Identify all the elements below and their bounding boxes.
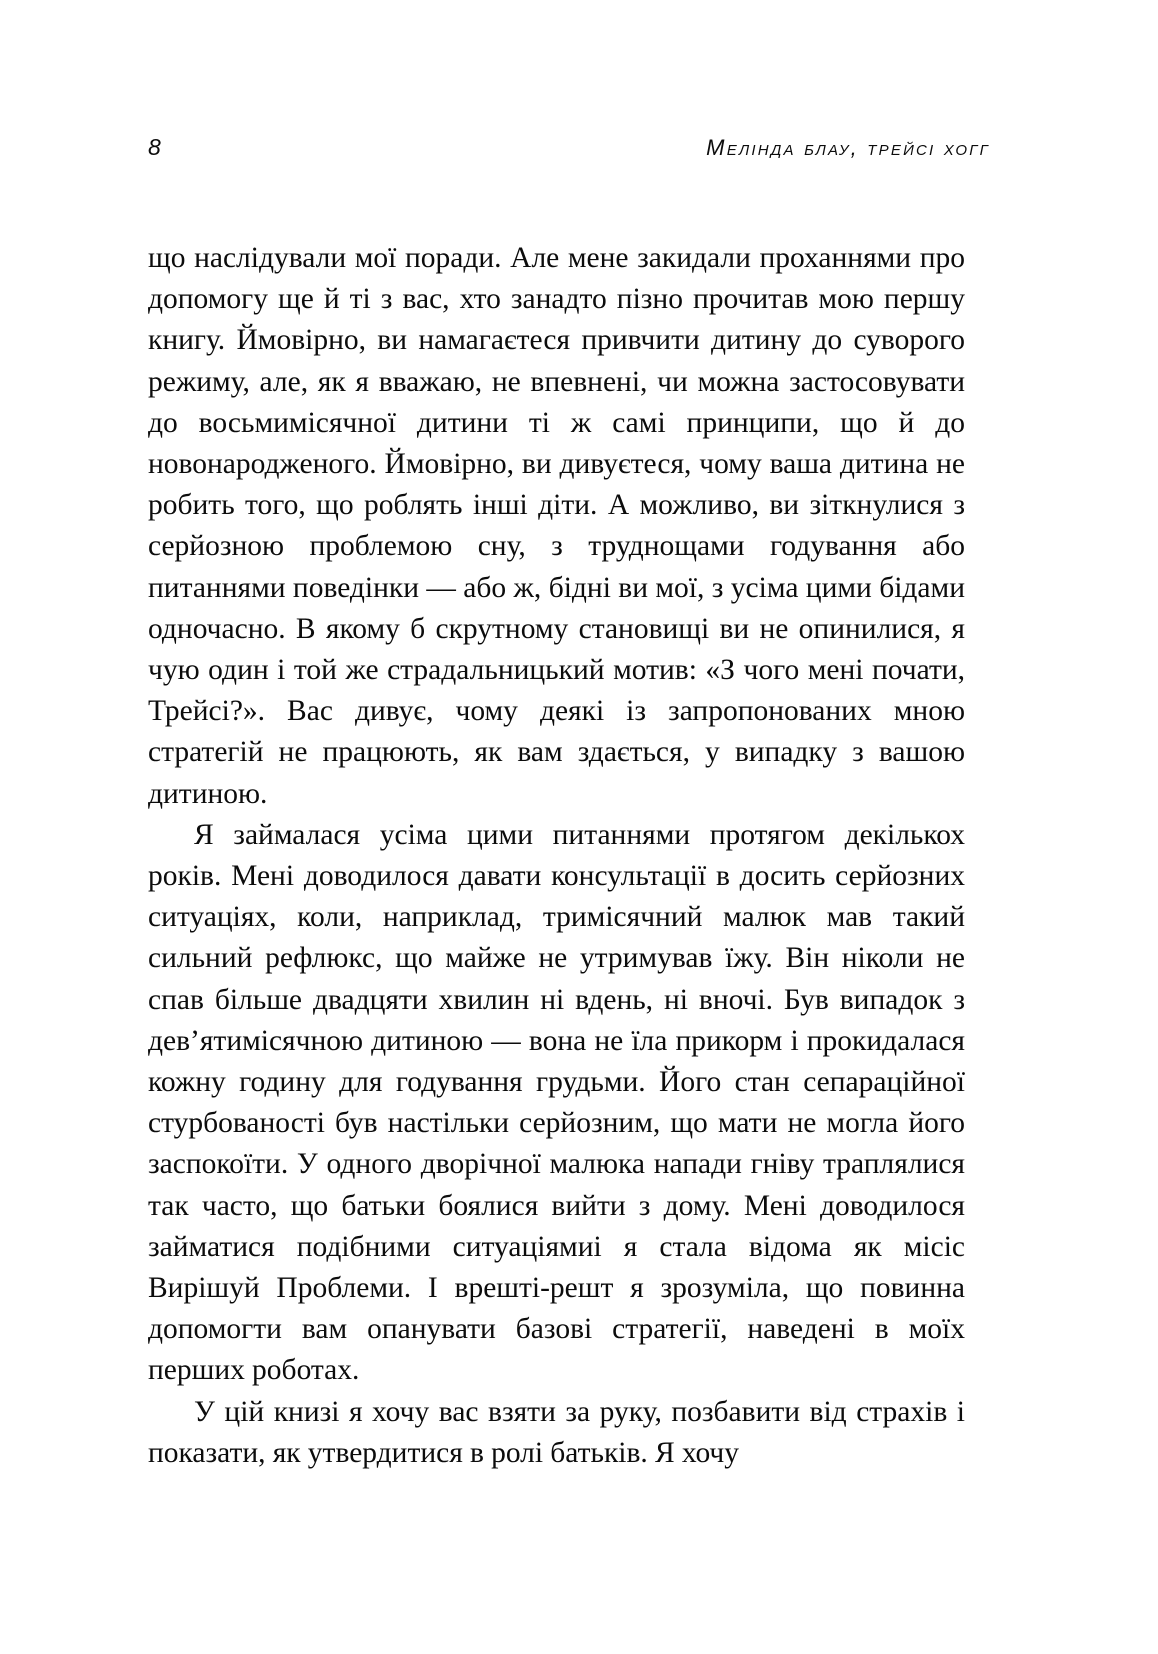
paragraph-3: У цій книзі я хочу вас взяти за руку, позбавити від страхів і показати, як утвердитися в ролі батьків. Я хочу [148, 1395, 965, 1469]
running-head [148, 134, 990, 168]
paragraph-2: Я займалася усіма цими питаннями протягом декількох років. Мені доводилося давати консультації в досить серйозних ситуаціях, коли, наприклад, тримісячний малюк мав такий сильний рефлюкс, що майже не утримував їжу. Він ніколи не спав більше двадцяти хвилин ні вдень, ні вночі. Був випадок з дев’ятимісячною дитиною — вона не їла прикорм і прокидалася кожну годину для годування грудьми. Його стан сепараційної стурбованості був настільки серйозним, що мати не могла його заспокоїти. У одного дворічної малюка напади гніву траплялися так часто, що батьки боялися вийти з дому. Мені доводилося займатися подібними ситуаціямиі я стала відома як місіс Вирішуй Проблеми. І врешті-решт я зрозуміла, що повинна допомогти вам опанувати базові стратегії, наведені в моїх перших роботах. [148, 818, 965, 1387]
running-head-authors: мелінда блау, трейсі хогг [706, 135, 990, 160]
body-text-block [148, 238, 965, 1474]
paragraph-1: що наслідували мої поради. Але мене закидали проханнями про допомогу ще й ті з вас, хто занадто пізно прочитав мою першу книгу. Ймовірно, ви намагаєтеся привчити дитину до суворого режиму, але, як я вважаю, не впевнені, чи можна застосовувати до восьмимісячної дитини ті ж самі принципи, що й до новонародженого. Ймовірно, ви дивуєтеся, чому ваша дитина не робить того, що роблять інші діти. А можливо, ви зіткнулися з серйозною проблемою сну, з труднощами годування або питаннями поведінки — або ж, бідні ви мої, з усіма цими бідами одночасно. В якому б скрутному становищі ви не опинилися, я чую один і той же страдальницький мотив: «З чого мені почати, Трейсі?». Вас дивує, чому деякі із запропонованих мною стратегій не працюють, як вам здається, у випадку з вашою дитиною. [148, 242, 965, 810]
page-number: 8 [148, 134, 162, 160]
